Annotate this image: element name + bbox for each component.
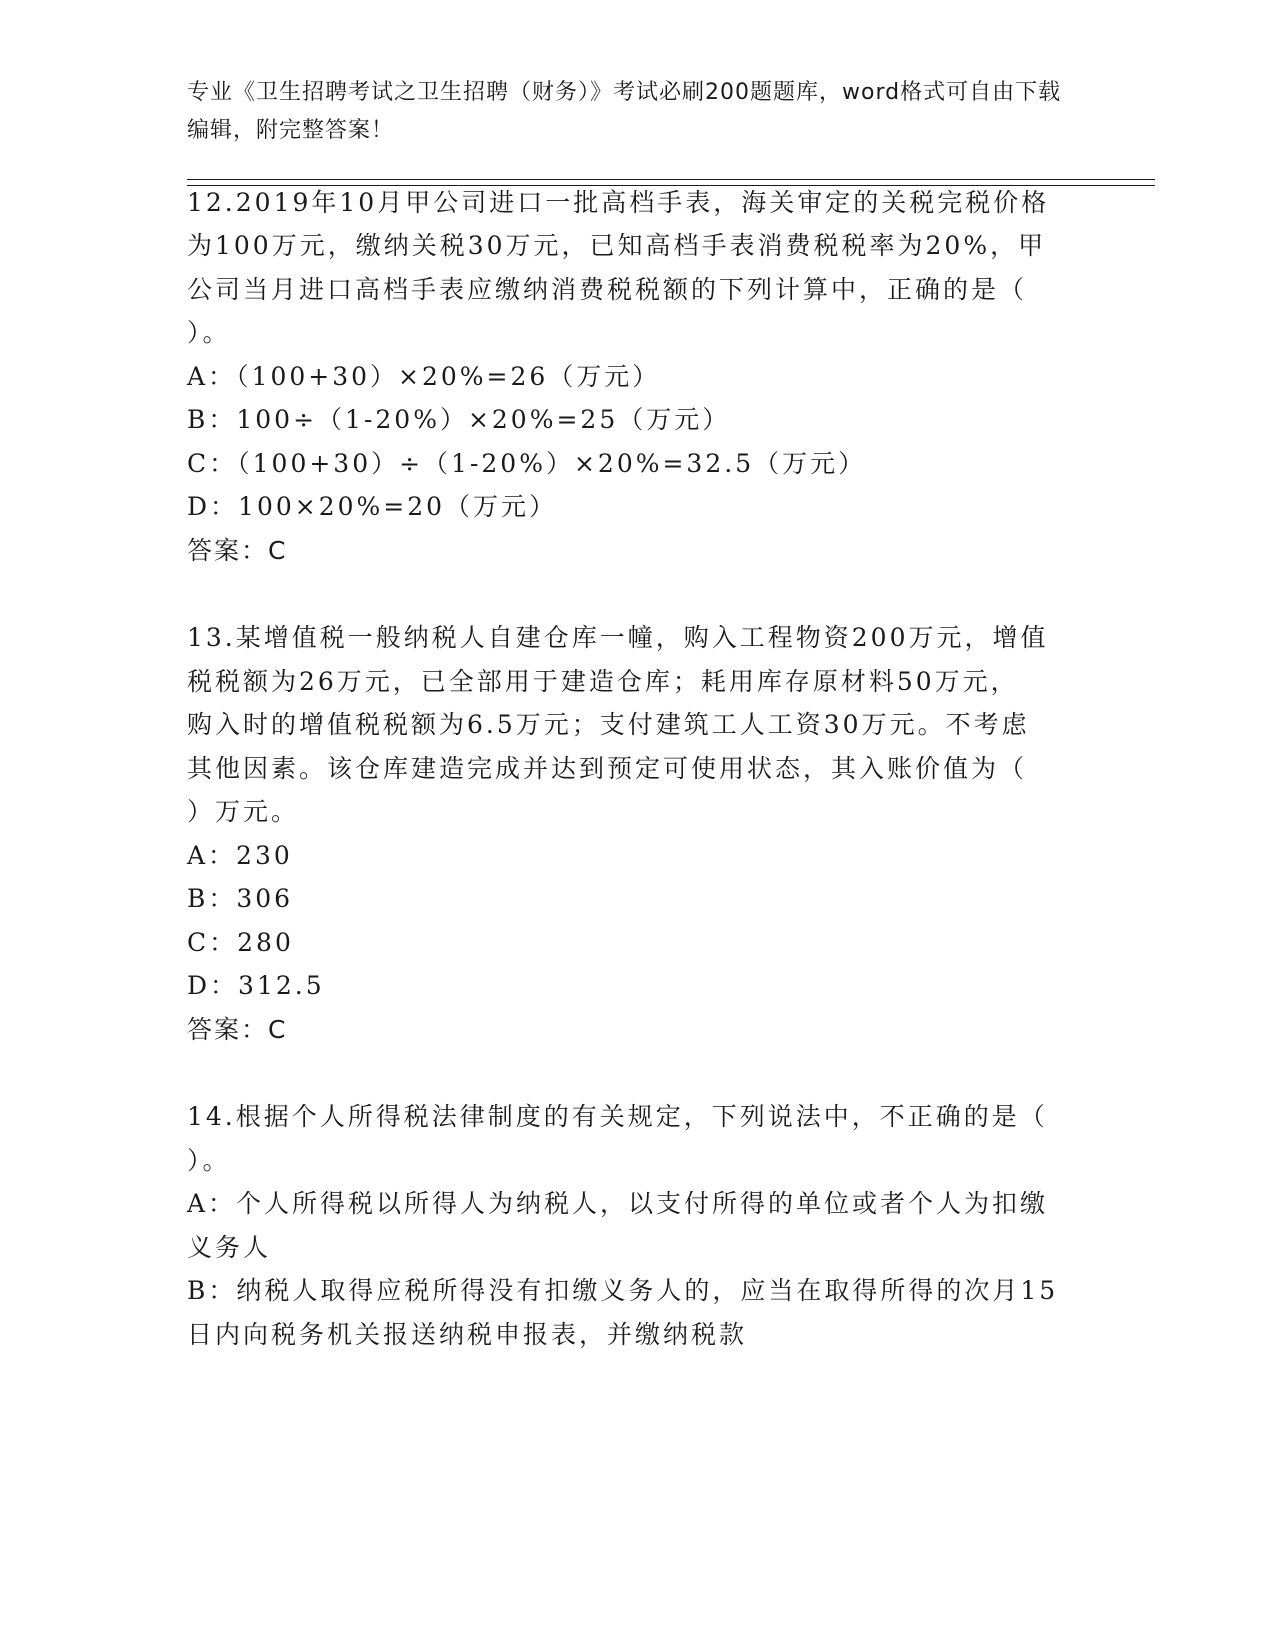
option-a-continued: 义务人 — [187, 1233, 272, 1262]
header-rule-top — [187, 179, 1155, 180]
question-stem-line: 其他因素。该仓库建造完成并达到预定可使用状态，其入账价值为（ — [187, 754, 1028, 783]
option-b-continued: 日内向税务机关报送纳税申报表，并缴纳税款 — [187, 1320, 748, 1349]
option-b: B：100÷（1-20%）×20%=25（万元） — [187, 405, 731, 434]
header-rule-bottom — [187, 185, 1155, 186]
question-stem-line: 13.某增值税一般纳税人自建仓库一幢，购入工程物资200万元，增值 — [187, 623, 1049, 652]
option-a: A：230 — [187, 841, 293, 870]
question-stem-line: ）。 — [187, 1146, 231, 1175]
option-b: B：306 — [187, 884, 294, 913]
option-d: D：312.5 — [187, 971, 325, 1000]
question-stem-line: 税税额为26万元，已全部用于建造仓库；耗用库存原材料50万元， — [187, 667, 1019, 696]
option-d: D：100×20%=20（万元） — [187, 492, 558, 521]
document-header: 专业《卫生招聘考试之卫生招聘（财务）》考试必刷200题题库，word格式可自由下载编辑，附完整答案！ — [187, 80, 1062, 143]
option-a: A：个人所得税以所得人为纳税人，以支付所得的单位或者个人为扣缴 — [187, 1189, 1049, 1218]
question-stem-line: ）。 — [187, 318, 231, 347]
answer: 答案：C — [187, 536, 288, 565]
question-stem-line: 购入时的增值税税额为6.5万元；支付建筑工人工资30万元。不考虑 — [187, 710, 1030, 739]
question-stem-line: 为100万元，缴纳关税30万元，已知高档手表消费税税率为20%，甲 — [187, 231, 1047, 260]
answer: 答案：C — [187, 1015, 288, 1044]
option-c: C：280 — [187, 928, 294, 957]
question-stem-line: ）万元。 — [187, 797, 300, 826]
question-stem-line: 12.2019年10月甲公司进口一批高档手表，海关审定的关税完税价格 — [187, 188, 1050, 217]
option-c: C：（100+30）÷（1-20%）×20%=32.5（万元） — [187, 449, 867, 478]
option-b: B：纳税人取得应税所得没有扣缴义务人的，应当在取得所得的次月15 — [187, 1276, 1059, 1305]
option-a: A：（100+30）×20%=26（万元） — [187, 362, 661, 391]
question-stem-line: 公司当月进口高档手表应缴纳消费税税额的下列计算中，正确的是（ — [187, 275, 1028, 304]
question-stem-line: 14.根据个人所得税法律制度的有关规定，下列说法中，不正确的是（ — [187, 1102, 1048, 1131]
